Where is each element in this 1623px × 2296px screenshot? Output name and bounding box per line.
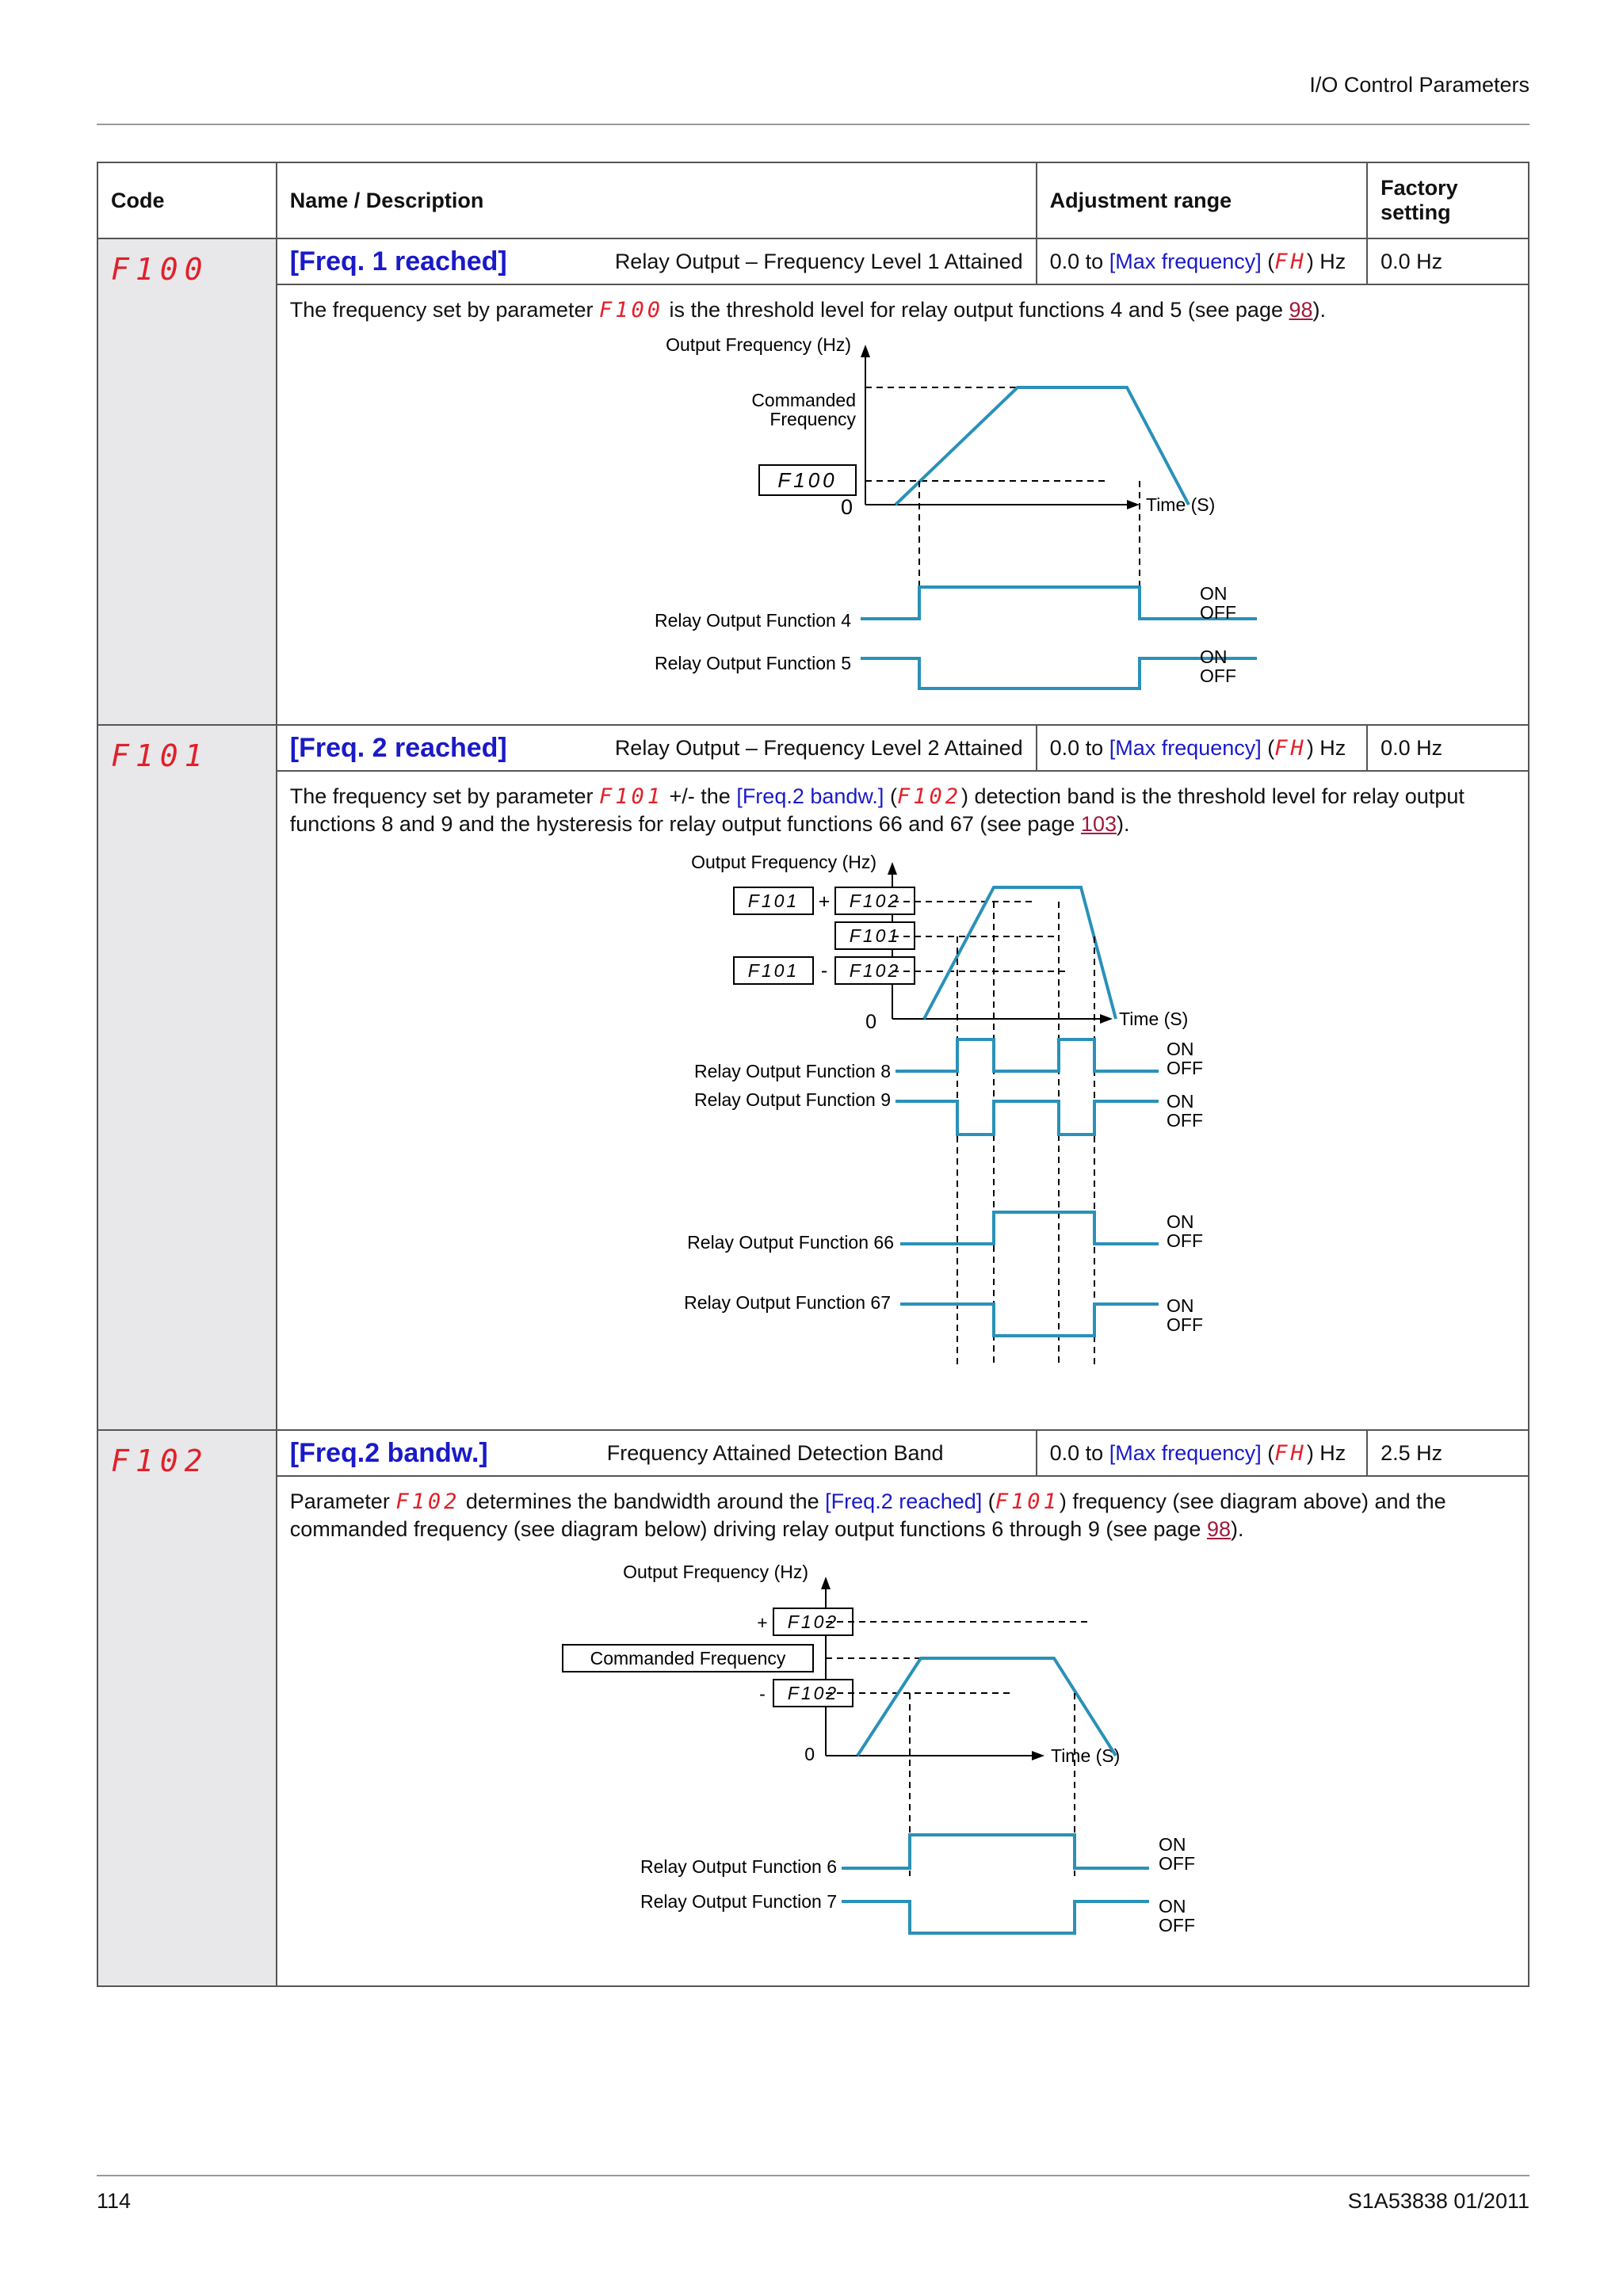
desc-text: is the threshold level for relay output functions 4 and 5 (see page bbox=[663, 298, 1289, 322]
desc-text: frequency (see diagram above) and the commanded frequency (see diagram below) driving relay output functions 6 through 9 (see page bbox=[289, 1489, 1446, 1541]
relay-67-on: ON bbox=[1166, 1295, 1194, 1316]
page-header bbox=[97, 73, 1529, 125]
commanded-label-1: Commanded bbox=[751, 390, 856, 410]
param-desc-row-f100 bbox=[97, 284, 1529, 725]
table-header-row bbox=[97, 162, 1529, 238]
relay-67-label: Relay Output Function 67 bbox=[683, 1292, 891, 1313]
zero-label: 0 bbox=[840, 495, 853, 519]
param-subtitle: Relay Output – Frequency Level 2 Attained bbox=[614, 735, 1023, 760]
col-code: Code bbox=[97, 162, 277, 238]
desc-text: ) bbox=[1059, 1489, 1067, 1513]
desc-code: F102 bbox=[896, 784, 961, 809]
relay-6-off: OFF bbox=[1158, 1853, 1195, 1874]
relay-9-label: Relay Output Function 9 bbox=[693, 1089, 891, 1110]
range-prefix: 0.0 to bbox=[1049, 249, 1109, 273]
max-frequency-link[interactable]: [Max frequency] bbox=[1109, 735, 1262, 760]
y-axis-arrow bbox=[888, 862, 897, 875]
minus-sign: - bbox=[758, 1684, 766, 1704]
frequency-curve bbox=[857, 1658, 1116, 1756]
relay-6-on: ON bbox=[1158, 1834, 1186, 1855]
desc-cell bbox=[277, 284, 1529, 725]
desc-code: F101 bbox=[995, 1489, 1060, 1514]
range-close: ) Hz bbox=[1306, 735, 1346, 760]
range-cell bbox=[1037, 238, 1367, 284]
param-subtitle: Frequency Attained Detection Band bbox=[606, 1440, 944, 1465]
relay-4-off: OFF bbox=[1199, 602, 1236, 623]
relay-66-on: ON bbox=[1166, 1211, 1194, 1232]
relay-5-label: Relay Output Function 5 bbox=[654, 653, 851, 673]
code-cell bbox=[97, 238, 277, 725]
doc-reference: S1A53838 01/2011 bbox=[1347, 2189, 1529, 2213]
range-cell bbox=[1037, 1430, 1367, 1476]
range-code: FH bbox=[1274, 735, 1307, 761]
desc-text: ). bbox=[1116, 812, 1130, 836]
x-axis-arrow bbox=[1127, 500, 1140, 509]
relay-6-label: Relay Output Function 6 bbox=[640, 1856, 837, 1877]
commanded-label: Commanded Frequency bbox=[590, 1648, 786, 1669]
relay-8-signal bbox=[896, 1039, 1159, 1071]
y-axis-arrow bbox=[861, 345, 870, 357]
timing-diagram-f102 bbox=[547, 1558, 1339, 1985]
x-axis-arrow bbox=[1100, 1014, 1113, 1024]
desc-code: F101 bbox=[598, 784, 663, 809]
box-f101-upper-code: F101 bbox=[747, 891, 799, 911]
desc-text: The frequency set by parameter bbox=[289, 298, 599, 322]
y-axis-label: Output Frequency (Hz) bbox=[665, 334, 851, 355]
desc-text: The frequency set by parameter bbox=[289, 784, 599, 808]
relay-67-off: OFF bbox=[1166, 1314, 1203, 1335]
x-axis-label: Time (S) bbox=[1145, 494, 1216, 515]
range-cell bbox=[1037, 725, 1367, 771]
relay-5-signal bbox=[861, 658, 1257, 688]
param-desc-row-f101 bbox=[97, 771, 1529, 1430]
y-axis-arrow bbox=[821, 1577, 831, 1589]
name-cell bbox=[277, 238, 1037, 284]
relay-67-signal bbox=[900, 1304, 1159, 1336]
param-row-f100 bbox=[97, 238, 1529, 284]
col-range: Adjustment range bbox=[1037, 162, 1367, 238]
max-frequency-link[interactable]: [Max frequency] bbox=[1109, 1440, 1262, 1465]
param-code: F100 bbox=[111, 252, 209, 287]
range-open: ( bbox=[1261, 249, 1275, 273]
page-link[interactable]: 98 bbox=[1289, 298, 1313, 322]
desc-cell bbox=[277, 1476, 1529, 1986]
desc-code: F100 bbox=[598, 298, 663, 322]
page-link[interactable]: 98 bbox=[1206, 1517, 1231, 1541]
frequency-curve bbox=[896, 387, 1189, 505]
relay-7-label: Relay Output Function 7 bbox=[640, 1891, 837, 1912]
param-name: [Freq. 1 reached] bbox=[289, 246, 507, 277]
desc-cell bbox=[277, 771, 1529, 1430]
desc-text: ) bbox=[960, 784, 975, 808]
box-f101-mid-code: F101 bbox=[849, 925, 900, 946]
name-cell bbox=[277, 725, 1037, 771]
col-factory: Factory setting bbox=[1367, 162, 1529, 238]
param-desc-row-f102 bbox=[97, 1476, 1529, 1986]
x-axis-label: Time (S) bbox=[1118, 1009, 1189, 1029]
desc-text: determines the bandwidth around the bbox=[460, 1489, 826, 1513]
x-axis-arrow bbox=[1032, 1751, 1044, 1760]
code-cell bbox=[97, 725, 277, 1430]
zero-label: 0 bbox=[804, 1744, 815, 1764]
max-frequency-link[interactable]: [Max frequency] bbox=[1109, 249, 1262, 273]
desc-text: ( bbox=[884, 784, 897, 808]
range-prefix: 0.0 to bbox=[1049, 1440, 1109, 1465]
page-link[interactable]: 103 bbox=[1080, 812, 1117, 836]
name-cell bbox=[277, 1430, 1037, 1476]
range-open: ( bbox=[1261, 1440, 1275, 1465]
timing-diagram-f100 bbox=[464, 324, 1257, 704]
desc-text: detection band is the threshold level for relay output functions 8 and 9 and the hysteresis for relay output functions 66 and 67 (see page bbox=[289, 784, 1465, 836]
param-code: F102 bbox=[111, 1444, 209, 1478]
relay-8-label: Relay Output Function 8 bbox=[693, 1061, 891, 1081]
relay-8-off: OFF bbox=[1166, 1058, 1203, 1078]
factory-cell: 2.5 Hz bbox=[1367, 1430, 1529, 1476]
relay-9-off: OFF bbox=[1166, 1110, 1203, 1131]
timing-diagram-f101 bbox=[639, 845, 1431, 1415]
range-close: ) Hz bbox=[1306, 249, 1346, 273]
relay-8-on: ON bbox=[1166, 1039, 1194, 1059]
relay-9-signal bbox=[896, 1101, 1159, 1135]
freq2-reached-link[interactable]: [Freq.2 reached] bbox=[825, 1489, 983, 1513]
param-row-f102 bbox=[97, 1430, 1529, 1476]
relay-4-on: ON bbox=[1199, 583, 1228, 604]
code-cell bbox=[97, 1430, 277, 1986]
relay-4-label: Relay Output Function 4 bbox=[654, 610, 851, 631]
param-subtitle: Relay Output – Frequency Level 1 Attained bbox=[614, 249, 1023, 273]
param-name: [Freq. 2 reached] bbox=[289, 732, 507, 763]
desc-text: ). bbox=[1312, 298, 1327, 322]
y-axis-label: Output Frequency (Hz) bbox=[690, 852, 876, 872]
factory-cell: 0.0 Hz bbox=[1367, 725, 1529, 771]
page-number: 114 bbox=[97, 2189, 132, 2213]
relay-7-on: ON bbox=[1158, 1896, 1186, 1917]
relay-4-signal bbox=[861, 587, 1257, 619]
col-name: Name / Description bbox=[277, 162, 1037, 238]
desc-text: ). bbox=[1230, 1517, 1244, 1541]
desc-code: F102 bbox=[395, 1489, 460, 1514]
param-row-f101 bbox=[97, 725, 1529, 771]
x-axis-label: Time (S) bbox=[1050, 1745, 1121, 1766]
box-f102-upper-code: F102 bbox=[849, 891, 900, 911]
frequency-curve bbox=[924, 887, 1116, 1019]
freq2-bandw-link[interactable]: [Freq.2 bandw.] bbox=[736, 784, 884, 808]
range-code: FH bbox=[1274, 1440, 1307, 1466]
relay-7-off: OFF bbox=[1158, 1915, 1195, 1936]
relay-7-signal bbox=[842, 1901, 1149, 1933]
range-close: ) Hz bbox=[1306, 1440, 1346, 1465]
desc-text: Parameter bbox=[289, 1489, 396, 1513]
header-title: I/O Control Parameters bbox=[1309, 73, 1529, 97]
range-code: FH bbox=[1274, 249, 1307, 274]
plus-sign: + bbox=[818, 891, 831, 913]
zero-label: 0 bbox=[865, 1011, 876, 1033]
factory-cell: 0.0 Hz bbox=[1367, 238, 1529, 284]
relay-66-signal bbox=[900, 1212, 1159, 1244]
box-f102-lower-code: F102 bbox=[787, 1683, 838, 1703]
threshold-code: F100 bbox=[777, 468, 838, 492]
param-code: F101 bbox=[111, 738, 209, 773]
commanded-label-2: Frequency bbox=[769, 409, 856, 429]
minus-sign: - bbox=[820, 959, 827, 982]
range-prefix: 0.0 to bbox=[1049, 735, 1109, 760]
box-f102-lower-code: F102 bbox=[849, 960, 900, 981]
parameter-table bbox=[97, 162, 1529, 1987]
y-axis-label: Output Frequency (Hz) bbox=[622, 1562, 808, 1582]
relay-6-signal bbox=[842, 1835, 1149, 1868]
range-open: ( bbox=[1261, 735, 1275, 760]
desc-text: ( bbox=[982, 1489, 995, 1513]
desc-text: +/- the bbox=[663, 784, 737, 808]
plus-sign: + bbox=[757, 1612, 768, 1633]
page-footer bbox=[97, 2175, 1529, 2213]
relay-5-off: OFF bbox=[1199, 666, 1236, 686]
param-name: [Freq.2 bandw.] bbox=[289, 1437, 488, 1468]
relay-5-on: ON bbox=[1199, 646, 1228, 667]
relay-66-label: Relay Output Function 66 bbox=[686, 1232, 894, 1253]
box-f101-lower-code: F101 bbox=[747, 960, 799, 981]
box-f102-upper-code: F102 bbox=[787, 1611, 838, 1632]
relay-66-off: OFF bbox=[1166, 1230, 1203, 1251]
relay-9-on: ON bbox=[1166, 1091, 1194, 1112]
